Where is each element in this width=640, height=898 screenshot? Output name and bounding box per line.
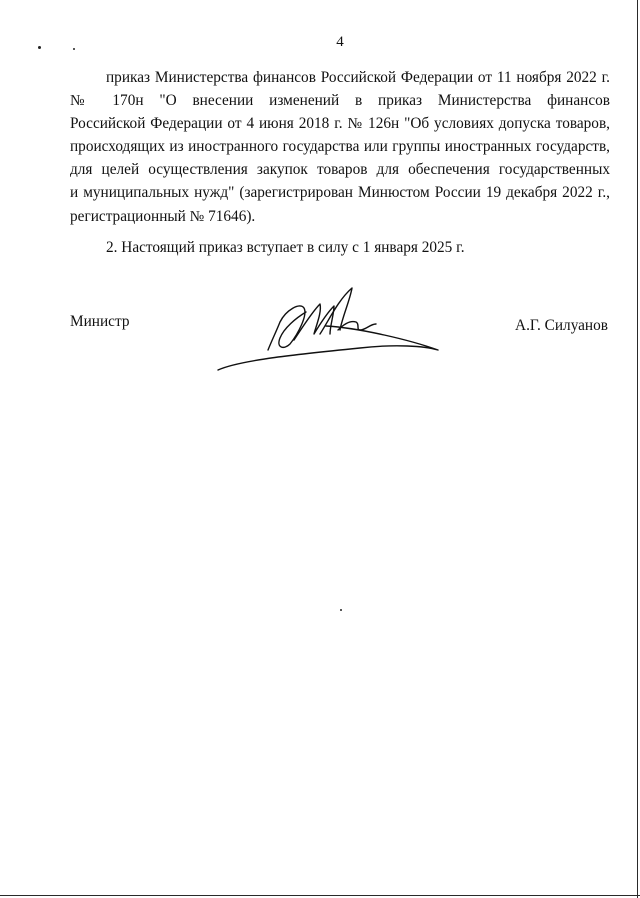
paragraph-line: для целей осуществления закупок товаров для обеспечения государственных bbox=[70, 161, 610, 178]
paragraph-line: происходящих из иностранного государства или группы иностранных государств, bbox=[70, 138, 610, 155]
paragraph-line: 2. Настоящий приказ вступает в силу с 1 января 2025 г. bbox=[106, 239, 465, 256]
scan-edge-bottom bbox=[0, 895, 640, 896]
paragraph-line: № 170н "О внесении изменений в приказ Министерства финансов bbox=[70, 92, 610, 109]
paragraph-line: приказ Министерства финансов Российской Федерации от 11 ноября 2022 г. bbox=[106, 69, 610, 86]
page-number: 4 bbox=[336, 34, 344, 50]
paragraph-line: и муниципальных нужд" (зарегистрирован Минюстом России 19 декабря 2022 г., bbox=[70, 184, 610, 201]
paragraph-line: регистрационный № 71646). bbox=[70, 208, 256, 225]
scan-edge-right bbox=[637, 0, 638, 898]
paragraph-line: Российской Федерации от 4 июня 2018 г. № 126н "Об условиях допуска товаров, bbox=[70, 115, 610, 132]
scan-speck bbox=[340, 609, 342, 611]
signatory-title: Министр bbox=[70, 313, 130, 330]
signatory-name: А.Г. Силуанов bbox=[515, 317, 608, 334]
handwritten-signature-icon bbox=[210, 282, 450, 382]
